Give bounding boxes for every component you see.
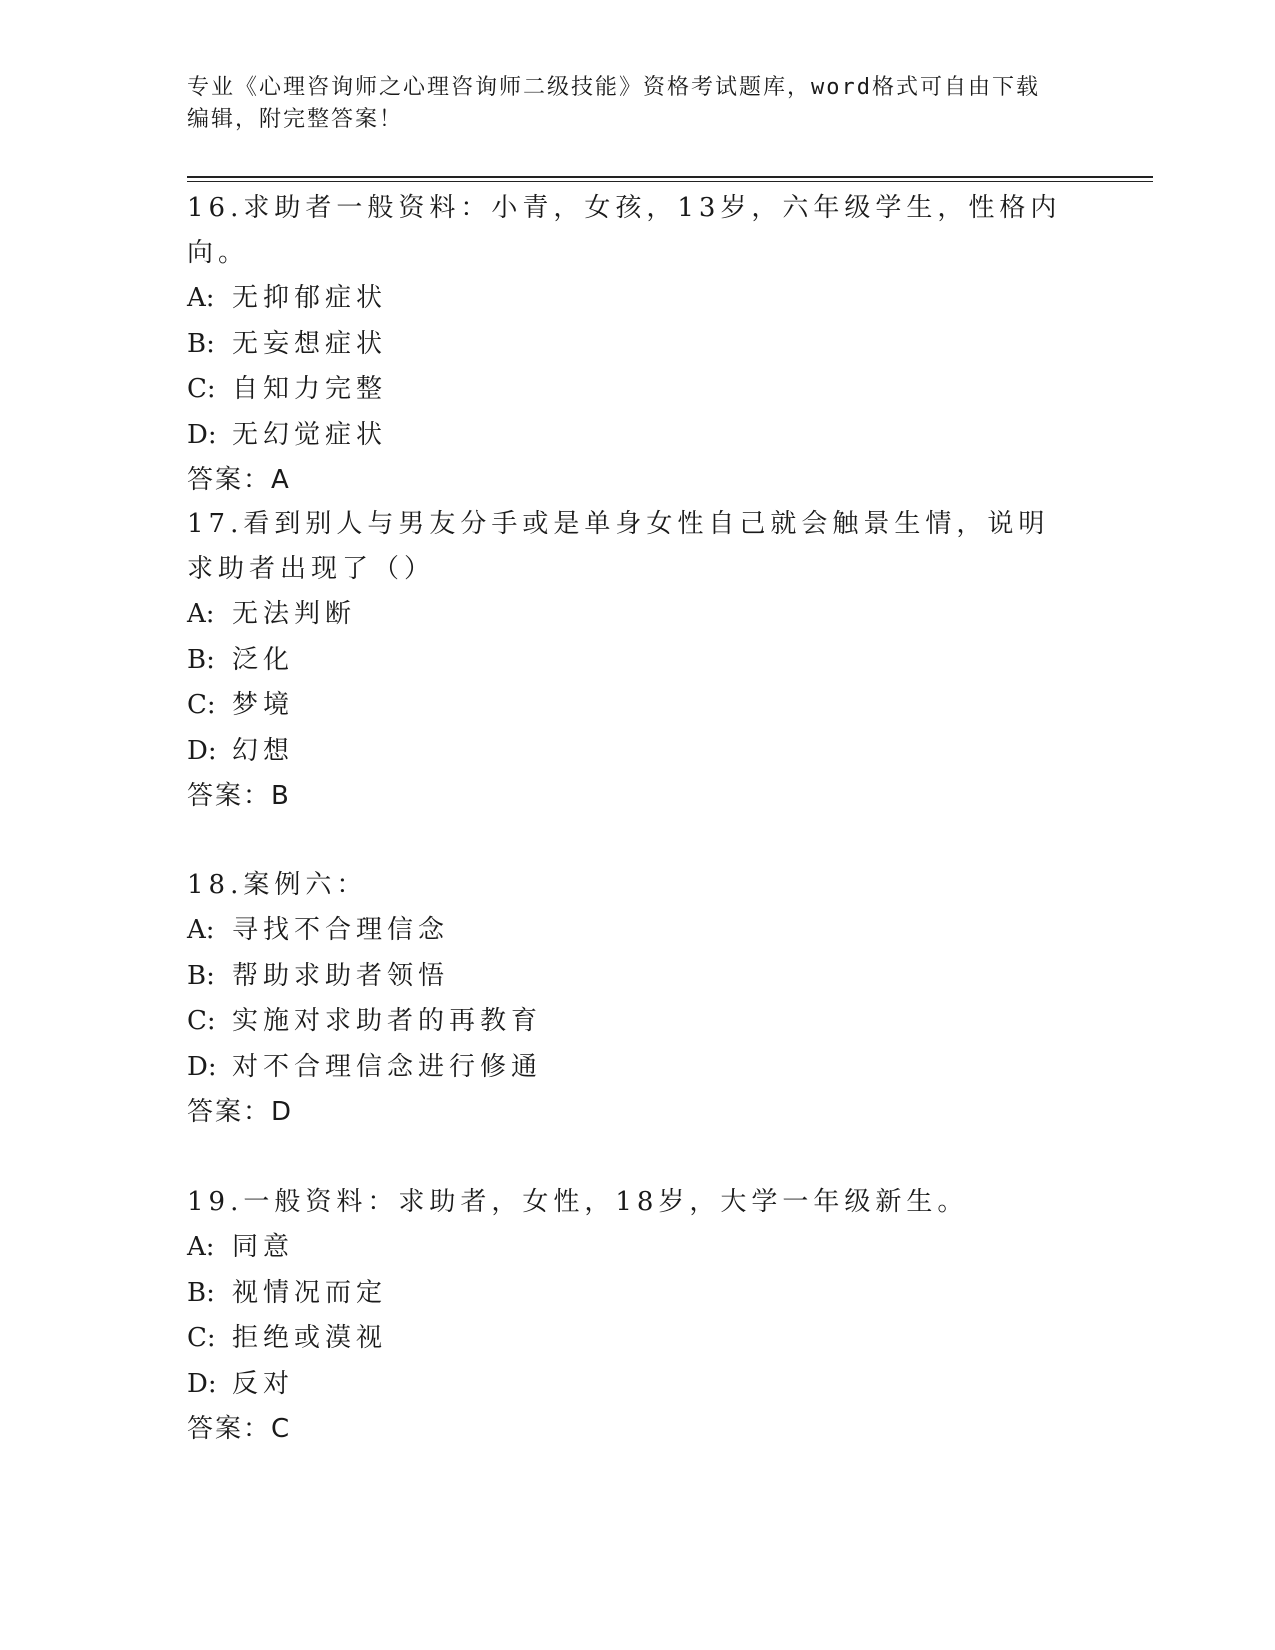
option-key: C: (187, 690, 216, 720)
option-text: 拒绝或漠视 (232, 1323, 388, 1353)
option-c (187, 1316, 1067, 1362)
option-text: 无幻觉症状 (232, 419, 388, 450)
option-c (187, 367, 1067, 413)
option-text: 帮助求助者领悟 (232, 960, 450, 991)
option-c (187, 683, 1067, 729)
option-key: D: (187, 735, 217, 766)
question-17 (187, 502, 1067, 820)
option-text: 实施对求助者的再教育 (232, 1006, 543, 1036)
header-line-1: 专业《心理咨询师之心理咨询师二级技能》资格考试题库，word格式可自由下载 (187, 75, 1040, 100)
option-a (187, 276, 1067, 322)
answer-line: 答案：B (187, 781, 291, 811)
option-text: 幻想 (232, 735, 295, 766)
option-b (187, 1271, 1067, 1317)
question-19 (187, 1180, 1067, 1453)
option-text: 对不合理信念进行修通 (232, 1051, 543, 1082)
option-d (187, 729, 1067, 775)
option-b (187, 638, 1067, 684)
option-text: 泛化 (232, 644, 295, 675)
question-stem: 19.一般资料：求助者，女性，18岁，大学一年级新生。 (187, 1187, 969, 1217)
option-text: 无法判断 (232, 599, 357, 629)
document-header (187, 72, 1067, 136)
question-18 (187, 863, 1067, 1136)
option-key: C: (187, 374, 216, 404)
question-16 (187, 186, 1067, 504)
option-text: 无抑郁症状 (232, 283, 388, 313)
option-key: A: (187, 599, 215, 629)
answer-line: 答案：C (187, 1414, 292, 1444)
option-a (187, 908, 1067, 954)
option-key: D: (187, 1051, 217, 1082)
option-a (187, 592, 1067, 638)
option-key: A: (187, 1232, 215, 1262)
header-divider-thin (187, 181, 1153, 182)
option-key: B: (187, 328, 215, 359)
option-text: 梦境 (232, 690, 295, 720)
option-text: 无妄想症状 (232, 328, 388, 359)
option-key: A: (187, 283, 215, 313)
option-d (187, 1362, 1067, 1408)
option-key: D: (187, 1368, 217, 1399)
option-key: D: (187, 419, 217, 450)
option-d (187, 1045, 1067, 1091)
option-key: C: (187, 1006, 216, 1036)
option-key: C: (187, 1323, 216, 1353)
option-text: 自知力完整 (232, 374, 388, 404)
header-line-2: 编辑，附完整答案！ (187, 107, 404, 132)
header-divider-thick (187, 176, 1153, 178)
option-b (187, 954, 1067, 1000)
option-key: A: (187, 915, 215, 945)
option-text: 视情况而定 (232, 1277, 388, 1308)
option-c (187, 999, 1067, 1045)
option-text: 反对 (232, 1368, 295, 1399)
option-key: B: (187, 1277, 215, 1308)
option-text: 同意 (232, 1232, 295, 1262)
option-key: B: (187, 644, 215, 675)
option-text: 寻找不合理信念 (232, 915, 450, 945)
option-a (187, 1225, 1067, 1271)
option-key: B: (187, 960, 215, 991)
answer-line: 答案：A (187, 465, 291, 495)
question-stem: 16.求助者一般资料：小青，女孩，13岁，六年级学生，性格内向。 (187, 193, 1062, 268)
question-stem: 17.看到别人与男友分手或是单身女性自己就会触景生情，说明求助者出现了（） (187, 509, 1050, 584)
answer-line: 答案：D (187, 1097, 294, 1127)
option-d (187, 413, 1067, 459)
question-stem: 18.案例六： (187, 870, 368, 900)
option-b (187, 322, 1067, 368)
